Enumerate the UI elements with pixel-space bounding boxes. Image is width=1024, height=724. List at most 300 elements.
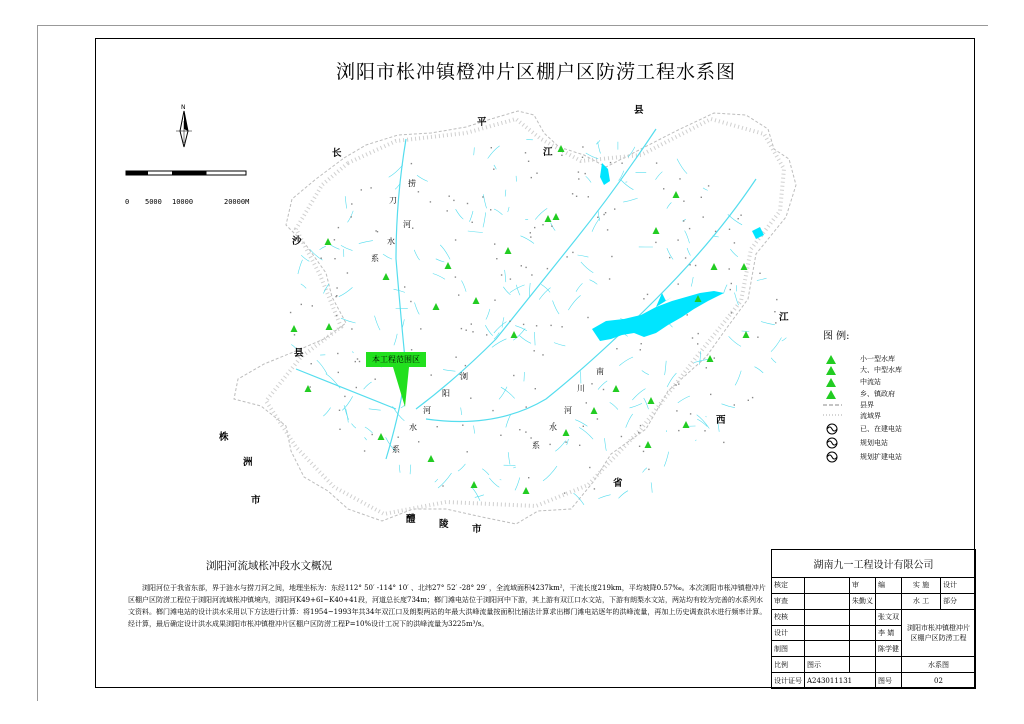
settlement-dot [500,435,501,436]
tributary [383,254,392,259]
tributary [575,420,587,427]
tributary [520,336,532,344]
scale-label: 5000 [145,198,162,206]
tributary [435,479,438,482]
tb-cell [850,641,876,657]
settlement-dot [734,404,735,405]
tributary [339,287,353,296]
settlement-dot [583,426,584,427]
settlement-dot [339,410,340,411]
tributary [401,405,405,408]
tb-cell: 校核 [772,609,805,625]
tributary [621,180,634,190]
tributary [456,209,464,219]
settlement-dot [561,155,562,156]
settlement-dot [410,301,411,302]
tributary [691,277,693,287]
settlement-dot [708,185,709,186]
settlement-dot [355,361,356,362]
tributary [722,404,735,408]
tributary [488,146,500,159]
reservoir-marker [563,429,570,436]
reservoir-marker [648,397,655,404]
settlement-dot [310,386,311,387]
tributary [475,495,484,498]
settlement-dot [641,343,642,344]
settlement-dot [582,146,583,147]
reservoir-marker [428,455,435,462]
reservoir-marker [523,487,530,494]
settlement-dot [697,343,698,344]
settlement-dot [411,163,412,164]
tb-cell: 审 [850,578,876,594]
settlement-dot [528,161,529,162]
region-label: 沙 [292,236,302,247]
tb-cell: A243011131 [805,673,876,689]
settlement-dot [431,374,432,375]
settlement-dot [312,305,313,306]
settlement-dot [535,388,536,389]
tributary [685,231,690,244]
settlement-dot [610,162,611,163]
tributary [706,416,707,417]
tributary [323,408,330,417]
tb-cell: 核定 [772,578,805,594]
tb-cell: 部分 [941,593,976,609]
settlement-dot [701,197,702,198]
tributary [771,358,776,363]
signature-cell [805,625,850,641]
tributary [469,211,473,222]
tributary [554,343,565,346]
reservoir-marker [473,297,480,304]
settlement-dot [492,410,493,411]
region-label: 醴 [406,514,416,525]
tributary [417,175,428,181]
settlement-dot [715,231,716,232]
signature-cell [805,641,850,657]
settlement-dot [530,437,531,438]
tributary [605,438,607,451]
settlement-dot [675,384,676,385]
reservoir-markers [291,145,750,494]
drawing-name: 水系图 [902,657,976,673]
settlement-dot [594,488,595,489]
settlement-dot [731,312,732,313]
reservoir-marker [326,323,333,330]
tb-cell: 张文双 [876,609,902,625]
settlement-dot [455,357,456,358]
settlement-dot [455,239,456,240]
settlement-dot [678,383,679,384]
tributary [352,424,356,429]
tributary [515,326,527,331]
settlement-dot [698,333,699,334]
river-label: 系 [371,254,379,263]
settlement-dot [677,239,678,240]
scale-bar [126,171,246,175]
tributary [543,466,557,481]
tributary [665,361,667,375]
settlement-dot [547,268,548,269]
settlement-dot [375,230,376,231]
tb-cell: 设计 [941,578,976,594]
settlement-dot [470,398,471,399]
settlement-dot [301,304,302,305]
tributary [352,352,353,354]
settlement-dot [640,349,641,350]
settlement-dot [647,294,648,295]
tributary [508,452,510,464]
tributary [619,491,629,499]
lake-east [752,227,764,239]
settlement-dot [748,400,749,401]
reservoir-marker [445,262,452,269]
tributary [598,495,610,499]
settlement-dot [493,169,494,170]
reservoir-marker [591,407,598,414]
tb-cell: 设计证号 [772,673,805,689]
settlement-dot [621,436,622,437]
settlement-dot [351,203,352,204]
tributary [486,309,490,320]
tributary [503,287,510,295]
settlement-dot [530,236,531,237]
region-label: 西 [716,415,726,426]
settlement-dot [339,429,340,430]
tributary [505,270,506,282]
settlement-dot [361,189,362,190]
legend-title: 图 例: [823,331,850,342]
settlement-dot [566,256,567,257]
settlement-dot [687,314,688,315]
settlement-dot [501,274,502,275]
settlement-dot [536,325,537,326]
settlement-dot [359,361,360,362]
region-label: 陵 [439,519,449,530]
settlement-dot [490,209,491,210]
tributary [592,218,600,232]
settlement-dot [679,178,680,179]
settlement-dot [525,431,526,432]
settlement-dot [542,354,543,355]
legend-item: 乡、镇政府 [860,390,895,398]
tributary [697,419,707,426]
settlement-dot [683,201,684,202]
settlement-dot [678,283,679,284]
settlement-dot [603,389,604,390]
settlement-dot [564,492,565,493]
settlement-dot [294,334,295,335]
region-label: 株 [219,432,229,443]
settlement-dot [589,467,590,468]
tributary [364,437,366,440]
reservoir-marker [545,215,552,222]
legend-item: 已、在建电站 [860,425,902,433]
settlement-dot [643,298,644,299]
river-label: 水 [409,423,417,432]
river-label: 河 [564,406,572,415]
settlement-dot [572,193,573,194]
signature-cell [805,593,850,609]
tributary [436,259,445,262]
settlement-dot [690,413,691,414]
tributary [474,426,475,434]
reservoir-marker [743,331,750,338]
settlement-dot [603,214,604,215]
settlement-dot [714,357,715,358]
settlement-dot [447,210,448,211]
tributary [365,427,373,433]
settlement-dot [550,325,551,326]
main-river [386,139,406,459]
settlement-dot [695,265,696,266]
tb-cell: 水 工 [902,593,941,609]
settlement-dot [597,217,598,218]
settlement-dot [411,349,412,350]
tb-cell: 陈学健 [876,641,902,657]
settlement-dot [482,196,483,197]
settlement-dot [336,295,337,296]
reservoir-marker [291,325,298,332]
river-label: 河 [423,406,431,415]
settlement-dot [734,242,735,243]
tributary [626,414,633,428]
settlement-dot [466,330,467,331]
tributary [755,367,764,373]
settlement-dot [509,321,510,322]
reservoir-marker [613,385,620,392]
settlement-dot [290,312,291,313]
river-label: 水 [549,423,557,432]
reservoir-marker [683,421,690,428]
tb-cell: 图示 [805,657,850,673]
tributary [598,381,607,390]
settlement-dot [731,283,732,284]
map-frame [95,38,975,688]
settlement-dot [486,334,487,335]
tributary [643,468,647,473]
settlement-dot [311,363,312,364]
tributary [735,293,739,306]
reservoir-marker [645,441,652,448]
settlement-dot [513,375,514,376]
settlement-dot [467,203,468,204]
settlement-dot [496,258,497,259]
tributary [485,325,493,336]
tributary [513,467,516,468]
settlement-dot [729,268,730,269]
settlement-dot [775,322,776,323]
tributary [729,336,741,346]
tributary [359,241,373,244]
tributary [341,318,356,323]
tributary [703,188,708,191]
reservoir-marker [711,263,718,270]
settlement-dot [703,216,704,217]
settlement-dot [467,451,468,452]
settlement-dot [351,216,352,217]
settlement-dot [458,294,459,295]
settlement-dot [398,437,399,438]
tributary [342,396,353,410]
legend-item: 规划电站 [860,439,888,447]
county-boundary [266,119,784,514]
settlement-dot [523,324,524,325]
settlement-dot [774,311,775,312]
region-label: 县 [294,348,304,359]
legend-item: 小一型水库 [860,355,895,363]
tributary [369,409,381,410]
tributary [534,332,535,345]
settlement-dot [591,383,592,384]
reservoir-marker [378,433,385,440]
settlement-dot [494,243,495,244]
settlement-dot [525,152,526,153]
settlement-dot [491,147,492,148]
settlement-dot [621,163,622,164]
reservoir-marker [305,385,312,392]
settlement-dot [336,287,337,288]
settlement-dot [582,157,583,158]
settlement-dot [536,173,537,174]
tributary [341,245,353,250]
settlement-dot [449,196,450,197]
settlement-dot [689,264,690,265]
settlement-dot [528,477,529,478]
tb-cell: 02 [902,673,976,689]
tributary [474,147,475,155]
basin-outline [234,111,796,524]
tributary [576,283,583,291]
tributary [345,196,347,208]
lake-north [600,163,610,185]
settlement-dot [579,445,580,446]
river-label: 系 [392,445,400,454]
legend-icons [823,355,842,462]
settlement-dot [605,212,606,213]
settlement-dot [472,331,473,332]
settlement-dot [347,272,348,273]
settlement-dot [757,337,758,338]
settlement-dot [357,358,358,359]
settlement-dot [738,218,739,219]
tb-cell [850,625,876,641]
tb-cell [876,657,902,673]
scale-label: 0 [125,198,130,206]
legend-item: 大、中型水库 [860,366,902,374]
settlement-dot [453,200,454,201]
tributary [415,303,420,315]
settlement-dot [648,469,649,470]
settlement-dot [692,337,693,338]
river-label: 浏 [460,372,468,381]
tributary [761,322,775,325]
tributary [590,280,598,285]
tributary [724,285,728,294]
tributary [619,357,633,366]
settlement-dot [607,229,608,230]
tributary [623,198,637,202]
legend-item: 流域界 [860,412,881,420]
river-label: 捞 [408,179,416,188]
settlement-dot [656,162,657,163]
tributary [656,172,663,180]
settlement-dot [494,300,495,301]
settlement-dot [442,485,443,486]
tributary [651,482,652,492]
tributary [502,317,504,327]
tb-cell: 李 婧 [876,625,902,641]
tributary [461,281,466,292]
reservoir-marker [433,303,440,310]
signature-cell [805,578,850,594]
settlement-dot [683,220,684,221]
tributary [438,473,452,488]
tributary [375,316,381,330]
title-block [771,549,976,689]
legend-item: 规划扩建电站 [860,453,902,461]
tributary [399,465,400,473]
settlement-dot [549,444,550,445]
settlement-dot [337,353,338,354]
reservoir-marker [707,355,714,362]
region-label: 江 [543,147,553,158]
tributary [677,159,687,174]
settlement-dot [531,177,532,178]
tb-cell: 朱勤义 [850,593,876,609]
settlement-dot [752,397,753,398]
map-title: 浏阳市枨冲镇橙冲片区棚户区防涝工程水系图 [335,61,736,83]
settlement-dot [344,396,345,397]
settlement-dot [377,231,378,232]
settlement-dot [461,328,462,329]
tributary [521,236,535,244]
tributary [348,211,354,223]
tributary [410,465,411,475]
tributary [553,301,560,315]
settlement-dot [587,317,588,318]
settlement-dot [534,350,535,351]
tributary [757,278,767,280]
tributary [298,260,303,274]
reservoir-marker [511,331,518,338]
tributary [433,274,445,280]
tributary [695,440,696,441]
settlement-dot [597,418,598,419]
settlement-dot [534,227,535,228]
tb-cell [876,593,902,609]
settlement-dot [710,394,711,395]
reservoir-marker [673,191,680,198]
scale-label: 10000 [172,198,194,206]
settlement-dot [669,257,670,258]
legend-item: 中流站 [860,378,881,386]
tributary [529,283,530,296]
settlement-dot [465,365,466,366]
tributary [458,464,465,471]
settlement-dot [334,239,335,240]
tb-cell: 审查 [772,593,805,609]
tributary [505,190,506,197]
reservoir-marker [325,238,332,245]
tributary [735,371,741,386]
settlement-dot [614,208,615,209]
tributary [578,255,589,257]
tributary [317,360,327,374]
north-arrow-icon [176,111,192,147]
tributary [402,319,404,328]
